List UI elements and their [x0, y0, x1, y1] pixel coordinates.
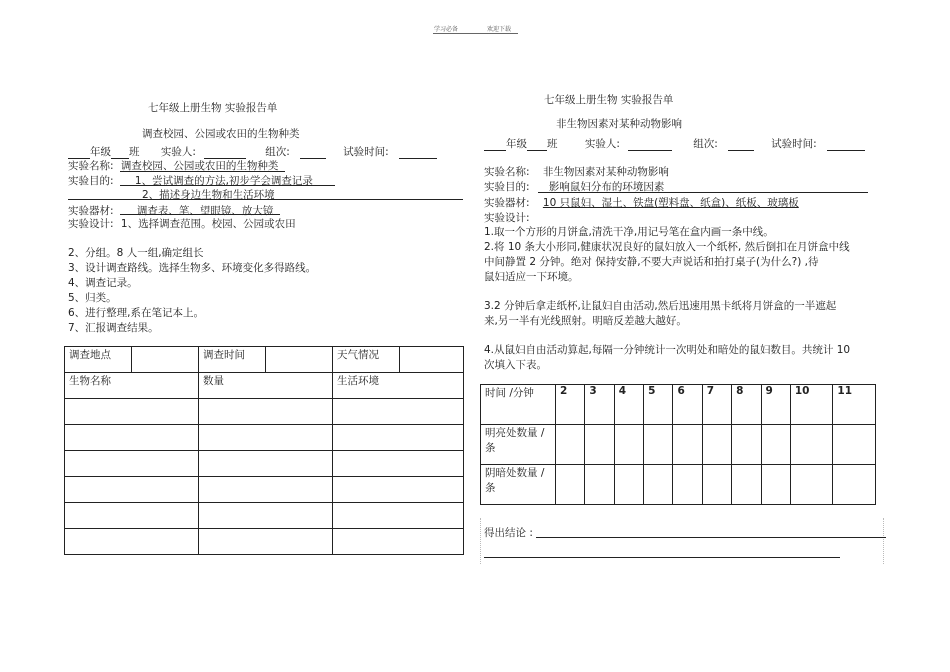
survey-weather-cell[interactable] — [400, 347, 464, 373]
left-step: 4、调查记录。 — [68, 277, 138, 289]
table-row — [65, 451, 464, 477]
left-name-row: 实验名称: 调查校园、公园或农田的生物种类 — [68, 160, 279, 172]
left-step: 6、进行整理,系在笔记本上。 — [68, 307, 205, 319]
survey-time-cell[interactable] — [266, 347, 333, 373]
minute-header: 时间 /分钟 — [481, 385, 556, 425]
time-label: 试验时间: — [343, 146, 389, 158]
header-rule — [433, 33, 518, 34]
left-equipment-value: 调查表、笔、望眼镜、放大镜 — [136, 205, 274, 217]
right-name-value: 非生物因素对某种动物影响 — [542, 166, 669, 178]
right-subtitle: 非生物因素对某种动物影响 — [556, 118, 682, 130]
left-design-value: 1、选择调查范围。校园、公园或农田 — [120, 218, 296, 230]
table-row — [65, 503, 464, 529]
minute-cell: 11 — [833, 385, 876, 425]
dark-count-label: 阴暗处数量 / 条 — [481, 465, 556, 505]
left-purpose-row: 实验目的: 1、尝试调查的方法,初步学会调查记录 — [68, 175, 313, 187]
right-step-2b: 中间静置 2 分钟。绝对 保持安静,不要大声说话和拍打桌子(为什么?) ,待 — [484, 256, 819, 268]
survey-weather-label: 天气情况 — [333, 347, 400, 373]
left-info-line — [68, 144, 437, 159]
right-purpose-row: 实验目的: 影响鼠妇分布的环境因素 — [484, 181, 665, 193]
header-left: 学习必备 — [434, 26, 459, 33]
minute-cell: 2 — [556, 385, 585, 425]
right-step-1: 1.取一个方形的月饼盒,清洗干净,用记号笔在盒内画一条中线。 — [484, 226, 774, 238]
conclusion-line-1[interactable] — [536, 537, 886, 538]
right-design-label: 实验设计: — [484, 212, 530, 224]
right-equipment-row: 实验器材: 10 只鼠妇、湿土、铁盘(塑料盘、纸盒)、纸板、玻璃板 — [484, 197, 799, 209]
minute-cell: 10 — [790, 385, 833, 425]
experimenter-label: 实验人: — [584, 138, 620, 150]
left-design-row: 实验设计: 1、选择调查范围。校园、公园或农田 — [68, 218, 296, 230]
minute-cell: 7 — [702, 385, 731, 425]
table-row — [65, 529, 464, 555]
left-step: 3、设计调查路线。选择生物多、环境变化多得路线。 — [68, 262, 317, 274]
table-row — [65, 399, 464, 425]
right-step-4b: 次填入下表。 — [484, 359, 547, 371]
minute-cell: 9 — [761, 385, 790, 425]
group-label: 组次: — [693, 138, 718, 150]
conclusion-line-2[interactable] — [484, 557, 840, 558]
survey-place-cell[interactable] — [132, 347, 199, 373]
class-label: 班 — [547, 138, 558, 150]
left-title: 七年级上册生物 实验报告单 — [148, 102, 278, 114]
right-step-3b: 来,另一半有光线照射。明暗反差越大越好。 — [484, 315, 687, 327]
right-step-2c: 鼠妇适应一下环境。 — [484, 271, 579, 283]
right-step-2a: 2.将 10 条大小形同,健康状况良好的鼠妇放入一个纸杯, 然后倒扣在月饼盒中线 — [484, 241, 850, 253]
header-right: 欢迎下载 — [487, 26, 512, 33]
survey-time-label: 调查时间 — [199, 347, 266, 373]
right-title: 七年级上册生物 实验报告单 — [544, 94, 674, 106]
right-info-line — [484, 136, 865, 151]
left-subtitle: 调查校园、公园或农田的生物种类 — [142, 128, 300, 140]
right-equipment-value: 10 只鼠妇、湿土、铁盘(塑料盘、纸盒)、纸板、玻璃板 — [542, 197, 799, 209]
woodlouse-table — [480, 384, 876, 505]
survey-place-label: 调查地点 — [65, 347, 132, 373]
conclusion-label: 得出结论 : — [484, 527, 533, 539]
left-step: 2、分组。8 人一组,确定组长 — [68, 247, 204, 259]
left-equipment-row: 实验器材: 调查表、笔、望眼镜、放大镜 — [68, 205, 274, 217]
minute-cell: 5 — [644, 385, 673, 425]
right-step-4a: 4.从鼠妇自由活动算起,每隔一分钟统计一次明处和暗处的鼠妇数目。共统计 10 — [484, 344, 851, 356]
left-name-value: 调查校园、公园或农田的生物种类 — [120, 160, 279, 172]
experimenter-label: 实验人: — [160, 146, 196, 158]
minute-cell: 8 — [732, 385, 761, 425]
grade-label: 年级 — [506, 138, 527, 150]
grade-blank[interactable] — [484, 140, 506, 151]
grade-label: 年级 — [90, 146, 111, 158]
table-row — [65, 477, 464, 503]
table-row — [65, 425, 464, 451]
minute-cell: 6 — [673, 385, 702, 425]
group-blank[interactable] — [300, 148, 326, 159]
class-label: 班 — [129, 146, 140, 158]
left-purpose-2: 2、描述身边生物和生活环境 — [142, 189, 275, 201]
right-name-row: 实验名称: 非生物因素对某种动物影响 — [484, 166, 669, 178]
bright-count-label: 明亮处数量 / 条 — [481, 425, 556, 465]
time-blank[interactable] — [827, 140, 865, 151]
time-label: 试验时间: — [771, 138, 817, 150]
minute-cell: 3 — [585, 385, 614, 425]
group-label: 组次: — [265, 146, 290, 158]
count-header: 数量 — [199, 373, 333, 399]
right-purpose-value: 影响鼠妇分布的环境因素 — [548, 181, 665, 193]
experimenter-blank[interactable] — [628, 140, 672, 151]
group-blank[interactable] — [728, 140, 754, 151]
organism-header: 生物名称 — [65, 373, 199, 399]
left-step: 7、汇报调查结果。 — [68, 322, 159, 334]
left-purpose-1: 1、尝试调查的方法,初步学会调查记录 — [134, 175, 313, 187]
env-header: 生活环境 — [333, 373, 464, 399]
survey-table — [64, 346, 464, 555]
class-blank[interactable] — [527, 140, 547, 151]
minute-cell: 4 — [614, 385, 643, 425]
time-blank[interactable] — [399, 148, 437, 159]
left-step: 5、归类。 — [68, 292, 117, 304]
right-step-3a: 3.2 分钟后拿走纸杯,让鼠妇自由活动,然后迅速用黑卡纸将月饼盒的一半遮起 — [484, 300, 837, 312]
